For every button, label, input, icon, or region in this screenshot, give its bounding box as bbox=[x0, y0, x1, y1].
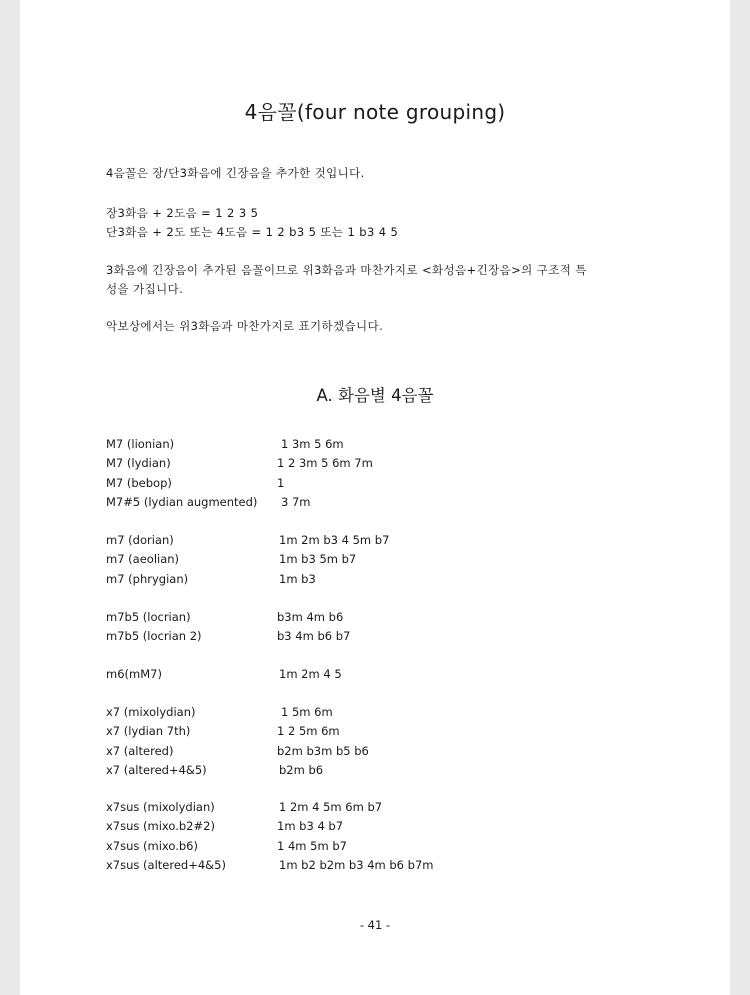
chord-name: M7 (lionian) bbox=[106, 437, 175, 451]
chord-notes: 1 3m 5 6m bbox=[281, 437, 344, 451]
chord-name: x7sus (mixo.b2#2) bbox=[106, 819, 215, 834]
structure-paragraph-line1: 3화음에 긴장음이 추가된 음꼴이므로 위3화음과 마찬가지로 <화성음+긴장음>의 구조적 특 bbox=[106, 263, 587, 277]
chord-notes: 1 2 3m 5 6m 7m bbox=[277, 456, 373, 471]
chord-notes: 1m b3 bbox=[279, 571, 316, 586]
chord-name: M7 (bebop) bbox=[106, 475, 172, 490]
section-title: A. 화음별 4음꼴 bbox=[316, 386, 434, 405]
chord-notes: 1m b2 b2m b3 4m b6 b7m bbox=[279, 857, 434, 872]
intro-paragraph: 4음꼴은 장/단3화음에 긴장음을 추가한 것입니다. bbox=[106, 166, 365, 180]
chord-name: m6(mM7) bbox=[106, 667, 162, 681]
chord-notes: 3 7m bbox=[281, 494, 311, 509]
chord-name: x7 (altered) bbox=[106, 743, 174, 758]
chord-notes: 1m b3 4 b7 bbox=[277, 819, 344, 834]
chord-notes: b2m b3m b5 b6 bbox=[277, 743, 369, 758]
chord-notes: b3 4m b6 b7 bbox=[277, 629, 351, 644]
chord-notes: 1 5m 6m bbox=[281, 705, 333, 719]
chord-notes: 1 bbox=[277, 475, 285, 490]
chord-notes: 1 4m 5m b7 bbox=[277, 838, 347, 853]
chord-name: m7b5 (locrian 2) bbox=[106, 629, 202, 644]
chord-name: x7 (mixolydian) bbox=[106, 705, 196, 719]
chord-notes: 1m b3 5m b7 bbox=[279, 552, 357, 567]
chord-name: x7 (altered+4&5) bbox=[106, 762, 207, 777]
minor-triad-formula: 단3화음 + 2도 또는 4도음 = 1 2 b3 5 또는 1 b3 4 5 bbox=[106, 225, 399, 239]
page-number: - 41 - bbox=[359, 918, 391, 932]
chord-name: x7sus (altered+4&5) bbox=[106, 857, 226, 872]
chord-name: x7sus (mixo.b6) bbox=[106, 838, 198, 853]
document-page bbox=[20, 0, 730, 995]
chord-notes: b3m 4m b6 bbox=[277, 610, 344, 624]
chord-name: M7#5 (lydian augmented) bbox=[106, 494, 258, 509]
chord-name: m7 (dorian) bbox=[106, 533, 174, 547]
chord-name: x7 (lydian 7th) bbox=[106, 724, 191, 739]
notation-paragraph: 악보상에서는 위3화음과 마찬가지로 표기하겠습니다. bbox=[106, 319, 384, 333]
chord-name: m7 (aeolian) bbox=[106, 552, 180, 567]
chord-notes: 1m 2m 4 5 bbox=[279, 667, 342, 681]
chord-name: x7sus (mixolydian) bbox=[106, 800, 215, 814]
major-triad-formula: 장3화음 + 2도음 = 1 2 3 5 bbox=[106, 206, 259, 220]
chord-name: m7b5 (locrian) bbox=[106, 610, 191, 624]
chord-notes: 1m 2m b3 4 5m b7 bbox=[279, 533, 390, 547]
structure-paragraph-line2: 성을 가집니다. bbox=[106, 282, 184, 296]
page-title: 4음꼴(four note grouping) bbox=[244, 100, 506, 124]
chord-notes: b2m b6 bbox=[279, 762, 324, 777]
chord-notes: 1 2 5m 6m bbox=[277, 724, 340, 739]
chord-name: m7 (phrygian) bbox=[106, 571, 189, 586]
chord-name: M7 (lydian) bbox=[106, 456, 171, 471]
chord-notes: 1 2m 4 5m 6m b7 bbox=[279, 800, 383, 814]
